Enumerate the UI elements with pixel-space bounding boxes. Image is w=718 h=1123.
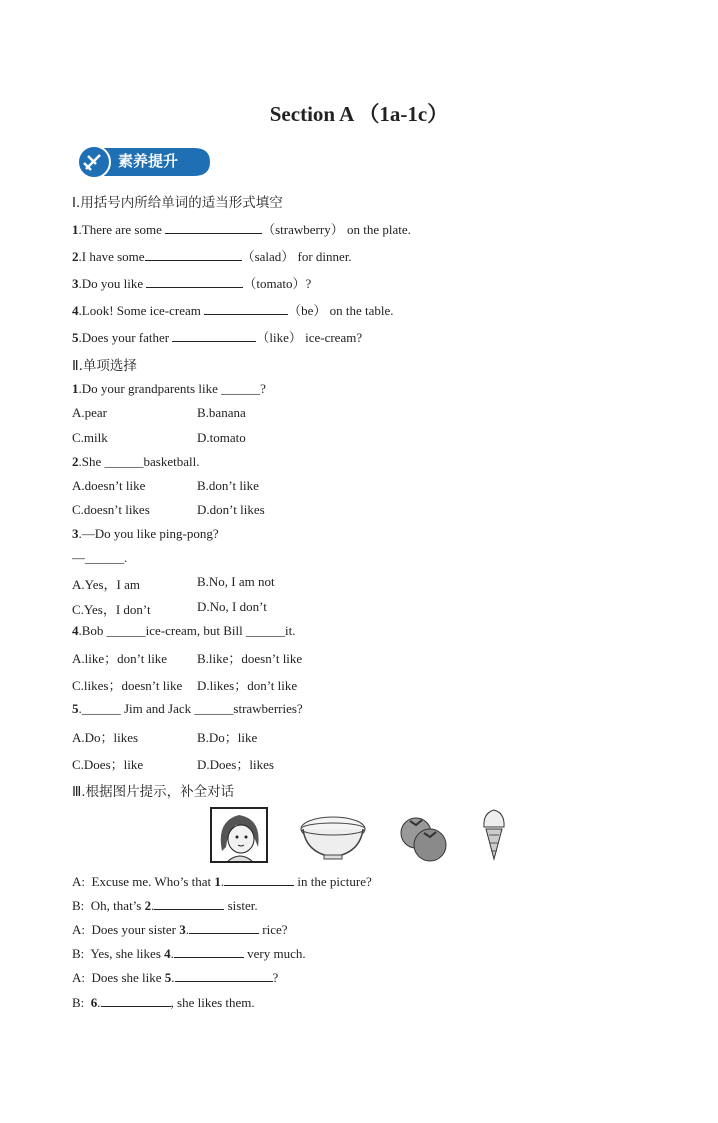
dialogue-line-4: B: Yes, she likes 4. very much. xyxy=(72,946,306,961)
option-d[interactable]: D.don’t likes xyxy=(197,502,265,517)
option-d[interactable]: D.No, I don’t xyxy=(197,599,267,614)
girl-picture xyxy=(210,807,268,863)
option-d[interactable]: D.likes；don’t like xyxy=(197,678,298,693)
s1-question-1: 1.There are some （strawberry） on the plate. xyxy=(72,222,411,237)
dialogue-line-1: A: Excuse me. Who’s that 1. in the picture? xyxy=(72,874,372,889)
answer-blank[interactable] xyxy=(165,222,262,234)
option-b[interactable]: B.banana xyxy=(197,405,246,420)
dialogue-line-5: A: Does she like 5. ? xyxy=(72,970,279,985)
option-b[interactable]: B.Do；like xyxy=(197,730,258,745)
s1-question-2: 2.I have some （salad） for dinner. xyxy=(72,249,352,264)
s2-question-4: 4.Bob ______ice-cream, but Bill ______it. xyxy=(72,623,296,638)
dialogue-line-6: B: 6. , she likes them. xyxy=(72,995,255,1010)
option-c[interactable]: C.milk xyxy=(72,430,108,445)
option-d[interactable]: D.Does；likes xyxy=(197,757,274,772)
page-title: Section A （1a-1c） xyxy=(269,102,449,126)
option-c[interactable]: C.doesn’t likes xyxy=(72,502,150,517)
ice-cream-picture xyxy=(479,807,509,863)
s2-question-3-reply: —______. xyxy=(72,550,128,565)
option-a[interactable]: A.doesn’t like xyxy=(72,478,146,493)
answer-blank[interactable] xyxy=(204,303,288,315)
section-3-heading: Ⅲ.根据图片提示，补全对话 xyxy=(72,784,235,800)
section-banner xyxy=(76,144,212,180)
section-1-heading: Ⅰ.用括号内所给单词的适当形式填空 xyxy=(72,195,283,211)
s1-question-4: 4.Look! Some ice-cream （be） on the table. xyxy=(72,303,394,318)
banner-label: 素养提升 xyxy=(118,152,179,170)
option-b[interactable]: B.don’t like xyxy=(197,478,259,493)
answer-blank[interactable] xyxy=(145,249,242,261)
s1-question-5: 5.Does your father （like） ice-cream? xyxy=(72,330,363,345)
answer-blank[interactable] xyxy=(146,276,243,288)
answer-blank[interactable] xyxy=(174,946,244,958)
answer-blank[interactable] xyxy=(172,330,256,342)
answer-blank[interactable] xyxy=(175,970,273,982)
rice-bowl-picture xyxy=(298,809,368,861)
option-c[interactable]: C.likes；doesn’t like xyxy=(72,678,183,693)
option-a[interactable]: A.Do；likes xyxy=(72,730,139,745)
option-a[interactable]: A.like；don’t like xyxy=(72,651,168,666)
s2-question-2: 2.She ______basketball. xyxy=(72,454,200,469)
option-d[interactable]: D.tomato xyxy=(197,430,246,445)
option-a[interactable]: A.pear xyxy=(72,405,108,420)
s2-question-3: 3.—Do you like ping-pong? xyxy=(72,526,219,541)
option-c[interactable]: C.Does；like xyxy=(72,757,144,772)
option-a[interactable]: A.Yes，I am xyxy=(72,577,141,592)
tomatoes-picture xyxy=(396,811,452,863)
dialogue-line-3: A: Does your sister 3. rice? xyxy=(72,922,288,937)
option-c[interactable]: C.Yes，I don’t xyxy=(72,602,151,617)
answer-blank[interactable] xyxy=(154,898,224,910)
answer-blank[interactable] xyxy=(101,995,171,1007)
s1-question-3: 3.Do you like （tomato）? xyxy=(72,276,312,291)
answer-blank[interactable] xyxy=(189,922,259,934)
option-b[interactable]: B.like；doesn’t like xyxy=(197,651,303,666)
s2-question-1: 1.Do your grandparents like ______? xyxy=(72,381,266,396)
dialogue-line-2: B: Oh, that’s 2. sister. xyxy=(72,898,258,913)
answer-blank[interactable] xyxy=(224,874,294,886)
section-2-heading: Ⅱ.单项选择 xyxy=(72,358,137,374)
s2-question-5: 5.______ Jim and Jack ______strawberries? xyxy=(72,701,303,716)
option-b[interactable]: B.No, I am not xyxy=(197,574,275,589)
